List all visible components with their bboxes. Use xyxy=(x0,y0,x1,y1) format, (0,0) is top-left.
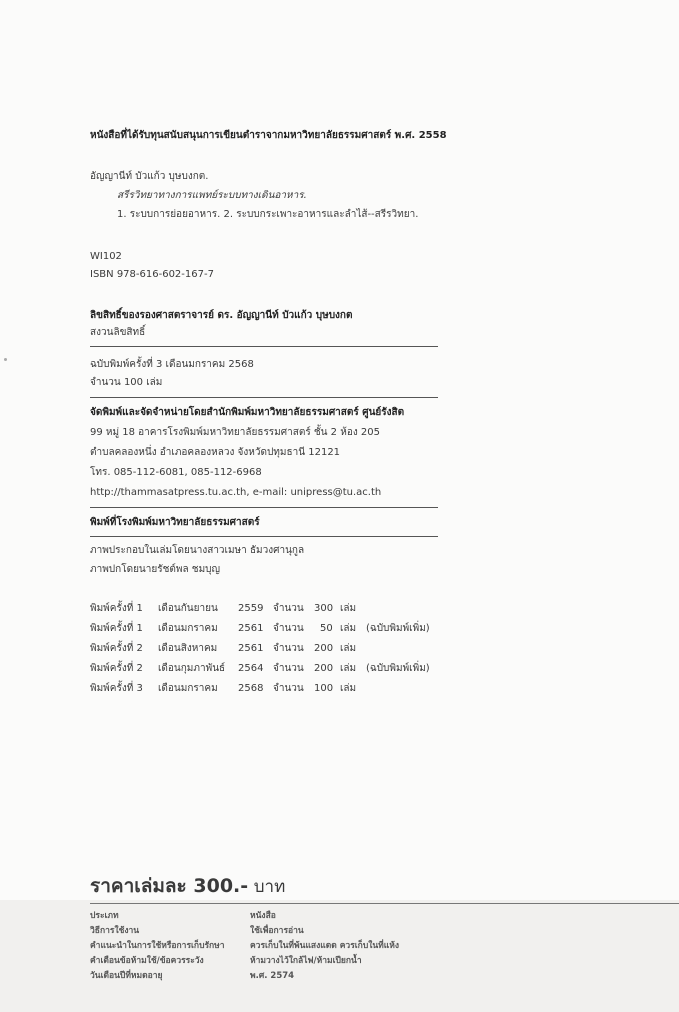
publisher-phone: โทร. 085-112-6081, 085-112-6968 xyxy=(90,467,262,478)
publisher-web-email: http://thammasatpress.tu.ac.th, e-mail: unipress@tu.ac.th xyxy=(90,487,382,498)
info-label: วันเดือนปีที่หมดอายุ xyxy=(90,971,163,981)
info-value: ควรเก็บในที่พ้นแสงแดด ควรเก็บในที่แห้ง xyxy=(250,941,400,951)
class-number: WI102 xyxy=(90,251,122,262)
info-label: วิธีการใช้งาน xyxy=(90,926,140,936)
footer-divider xyxy=(90,903,679,904)
divider xyxy=(90,507,438,508)
info-label: คำเตือนข้อห้ามใช้/ข้อควรระวัง xyxy=(90,956,204,966)
divider xyxy=(90,346,438,347)
catalog-author: อัญญานีท์ บัวแก้ว บุษบงกต. xyxy=(90,171,209,182)
info-value: พ.ศ. 2574 xyxy=(250,971,295,981)
publisher-address-1: 99 หมู่ 18 อาคารโรงพิมพ์มหาวิทยาลัยธรรมศาสตร์ ชั้น 2 ห้อง 205 xyxy=(90,427,380,438)
price-line xyxy=(90,871,285,901)
info-label: คำแนะนำในการใช้หรือการเก็บรักษา xyxy=(90,941,225,951)
illustration-credit: ภาพประกอบในเล่มโดยนางสาวเมษา ธัมวงศานุกูล xyxy=(90,545,305,556)
copyright-page: หนังสือที่ได้รับทุนสนับสนุนการเขียนตำราจากมหาวิทยาลัยธรรมศาสตร์ พ.ศ. 2558 อัญญานีท์ บัวแก้ว บุษบงกต. สรีรวิทยาทางการแพทย์ระบบทางเดินอาหาร. 1. ระบบการย่อยอาหาร. 2. ระบบกระเพาะอาหารและลำไส้--สรีรวิทยา. WI102 ISBN 978-616-602-167-7 ลิขสิทธิ์ของรองศาสตราจารย์ ดร. อัญญานีท์ บัวแก้ว บุษบงกต สงวนลิขสิทธิ์ ฉบับพิมพ์ครั้งที่ 3 เดือนมกราคม 2568 จำนวน 100 เล่ม จัดพิมพ์และจัดจำหน่ายโดยสำนักพิมพ์มหาวิทยาลัยธรรมศาสตร์ ศูนย์รังสิต 99 หมู่ 18 อาคารโรงพิมพ์มหาวิทยาลัยธรรมศาสตร์ ชั้น 2 ห้อง 205 ตำบลคลองหนึ่ง อำเภอคลองหลวง จังหวัดปทุมธานี 12121 โทร. 085-112-6081, 085-112-6968 http://thammasatpress.tu.ac.th, e-mail: unipress@tu.ac.th พิมพ์ที่โรงพิมพ์มหาวิทยาลัยธรรมศาสตร์ ภาพประกอบในเล่มโดยนางสาวเมษา ธัมวงศานุกูล ภาพปกโดยนายรัชต์พล ชมบุญ พิมพ์ครั้งที่ 1 เดือนกันยายน 2559 จำนวน 300 เล่ม พิมพ์ครั้งที่ 1 เดือนมกราคม 2561 จำนวน 50 เล่ม (ฉบับพิมพ์เพิ่ม) พิมพ์ครั้งที่ 2 เดือนสิงหาคม 2561 จำนวน 200 เล่ม พิมพ์ครั้งที่ 2 เดือนกุมภาพันธ์ 2564 จำนวน 200 เล่ม (ฉบับพิมพ์เพิ่ม) พิมพ์ครั้งที่ 3 เดือนมกราคม 2568 จำนวน 100 เล่ม ราคาเล่มละ 300.- บาท ประเภท วิธีการใช้งาน คำแนะนำในการใช้หรือการเก็บรักษา คำเตือนข้อห้ามใช้/ข้อควรระวัง วันเดือนปีที่หมดอายุ หนังสือ ใช้เพื่อการอ่าน ควรเก็บในที่พ้นแสงแดด ควรเก็บในที่แห้ง ห้ามวางไว้ใกล้ไฟ/ห้ามเปียกน้ำ พ.ศ. 2574 xyxy=(0,0,679,1012)
isbn: ISBN 978-616-602-167-7 xyxy=(90,269,214,280)
cover-credit: ภาพปกโดยนายรัชต์พล ชมบุญ xyxy=(90,564,221,575)
publisher-line: จัดพิมพ์และจัดจำหน่ายโดยสำนักพิมพ์มหาวิทยาลัยธรรมศาสตร์ ศูนย์รังสิต xyxy=(90,407,405,418)
price-unit: บาท xyxy=(253,877,286,897)
price-label: ราคาเล่มละ 300.- xyxy=(90,875,249,897)
info-value: หนังสือ xyxy=(250,911,276,921)
catalog-subjects: 1. ระบบการย่อยอาหาร. 2. ระบบกระเพาะอาหารและลำไส้--สรีรวิทยา. xyxy=(117,209,419,220)
catalog-title: สรีรวิทยาทางการแพทย์ระบบทางเดินอาหาร. xyxy=(117,190,307,201)
divider xyxy=(90,536,438,537)
info-value: ใช้เพื่อการอ่าน xyxy=(250,926,304,936)
publisher-address-2: ตำบลคลองหนึ่ง อำเภอคลองหลวง จังหวัดปทุมธานี 12121 xyxy=(90,447,341,458)
info-value: ห้ามวางไว้ใกล้ไฟ/ห้ามเปียกน้ำ xyxy=(250,956,362,966)
scan-mark xyxy=(4,358,7,361)
copyright-reserved: สงวนลิขสิทธิ์ xyxy=(90,327,146,338)
edition-quantity: จำนวน 100 เล่ม xyxy=(90,377,163,388)
divider xyxy=(90,397,438,398)
copyright-owner: ลิขสิทธิ์ของรองศาสตราจารย์ ดร. อัญญานีท์ บัวแก้ว บุษบงกต xyxy=(90,310,353,321)
info-label: ประเภท xyxy=(90,911,119,921)
edition-printing: ฉบับพิมพ์ครั้งที่ 3 เดือนมกราคม 2568 xyxy=(90,359,254,370)
funding-note: หนังสือที่ได้รับทุนสนับสนุนการเขียนตำราจากมหาวิทยาลัยธรรมศาสตร์ พ.ศ. 2558 xyxy=(90,130,447,141)
printer-line: พิมพ์ที่โรงพิมพ์มหาวิทยาลัยธรรมศาสตร์ xyxy=(90,517,260,528)
